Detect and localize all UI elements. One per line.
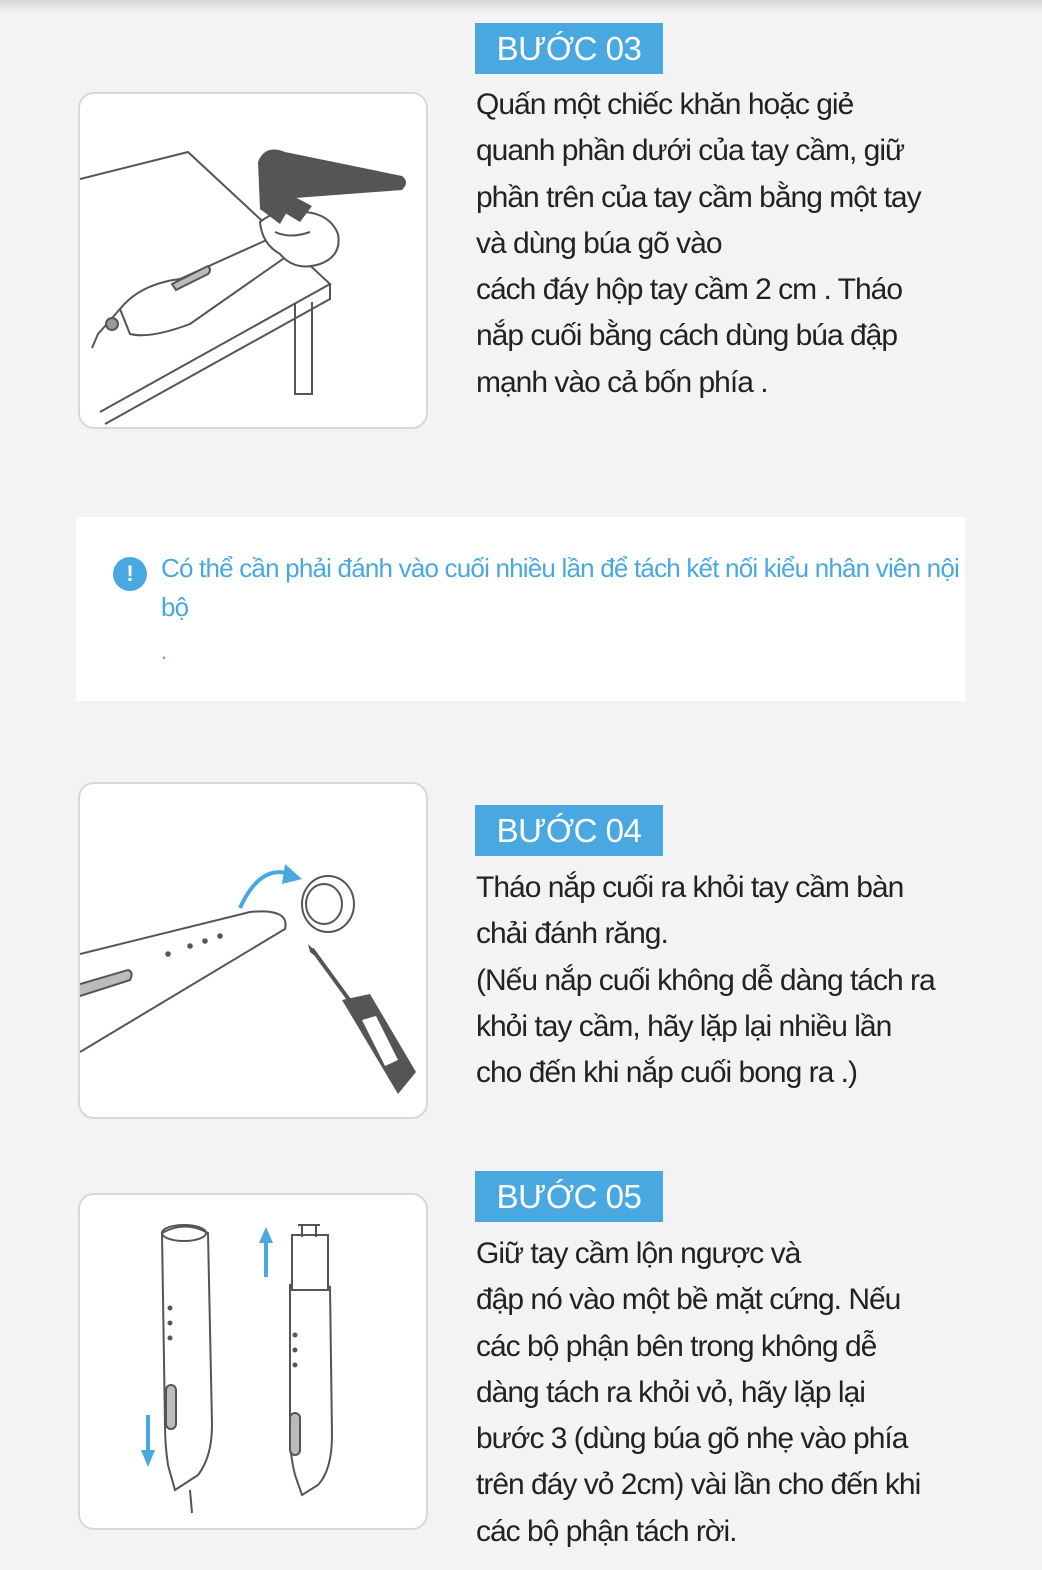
step-03-line: mạnh vào cả bốn phía . — [476, 365, 768, 399]
step-04-description — [476, 865, 976, 1096]
step-04-badge: BƯỚC 04 — [475, 805, 663, 856]
step-03-line: và dùng búa gõ vào — [476, 226, 722, 260]
step-03-line: phần trên của tay cầm bằng một tay — [476, 180, 921, 214]
step-03-illustration — [78, 92, 428, 429]
step-03-badge: BƯỚC 03 — [475, 23, 663, 74]
warning-note — [76, 517, 965, 701]
step-03-line: cách đáy hộp tay cầm 2 cm . Tháo — [476, 273, 903, 307]
step-05-line: các bộ phận tách rời. — [476, 1514, 737, 1548]
step-05-illustration — [78, 1193, 428, 1530]
note-text: Có thể cần phải đánh vào cuối nhiều lần để tách kết nối kiểu nhân viên nội bộ — [161, 553, 959, 622]
step-03-line: Quấn một chiếc khăn hoặc giẻ — [476, 88, 854, 121]
note-trailing-dot: . — [161, 639, 168, 664]
step-04-line: chải đánh răng. — [476, 917, 668, 951]
step-05-line: Giữ tay cầm lộn ngược và — [476, 1237, 801, 1270]
step-05-line: đập nó vào một bề mặt cứng. Nếu — [476, 1283, 901, 1317]
step-04-line: Tháo nắp cuối ra khỏi tay cầm bàn — [476, 871, 904, 904]
step-04-line: cho đến khi nắp cuối bong ra .) — [476, 1056, 857, 1090]
step-03-line: quanh phần dưới của tay cầm, giữ — [476, 134, 905, 168]
step-05-description — [476, 1231, 976, 1555]
step-05-line: dàng tách ra khỏi vỏ, hãy lặp lại — [476, 1375, 865, 1409]
step-04-illustration — [78, 782, 428, 1119]
step-03-line: nắp cuối bằng cách dùng búa đập — [476, 319, 898, 353]
remove-end-cap-icon — [80, 784, 426, 1117]
step-05-line: trên đáy vỏ 2cm) vài lần cho đến khi — [476, 1468, 921, 1502]
step-05-badge: BƯỚC 05 — [475, 1171, 663, 1222]
exclamation-circle-icon: ! — [113, 557, 147, 591]
top-shadow — [0, 0, 1042, 14]
step-04-line: khỏi tay cầm, hãy lặp lại nhiều lần — [476, 1009, 892, 1043]
step-05-line: các bộ phận bên trong không dễ — [476, 1329, 877, 1363]
hammer-tapping-handle-icon — [80, 94, 426, 427]
step-05-line: bước 3 (dùng búa gõ nhẹ vào phía — [476, 1422, 908, 1456]
separate-internal-parts-icon — [80, 1195, 426, 1528]
step-04-line: (Nếu nắp cuối không dễ dàng tách ra — [476, 963, 935, 997]
step-03-description — [476, 82, 976, 406]
